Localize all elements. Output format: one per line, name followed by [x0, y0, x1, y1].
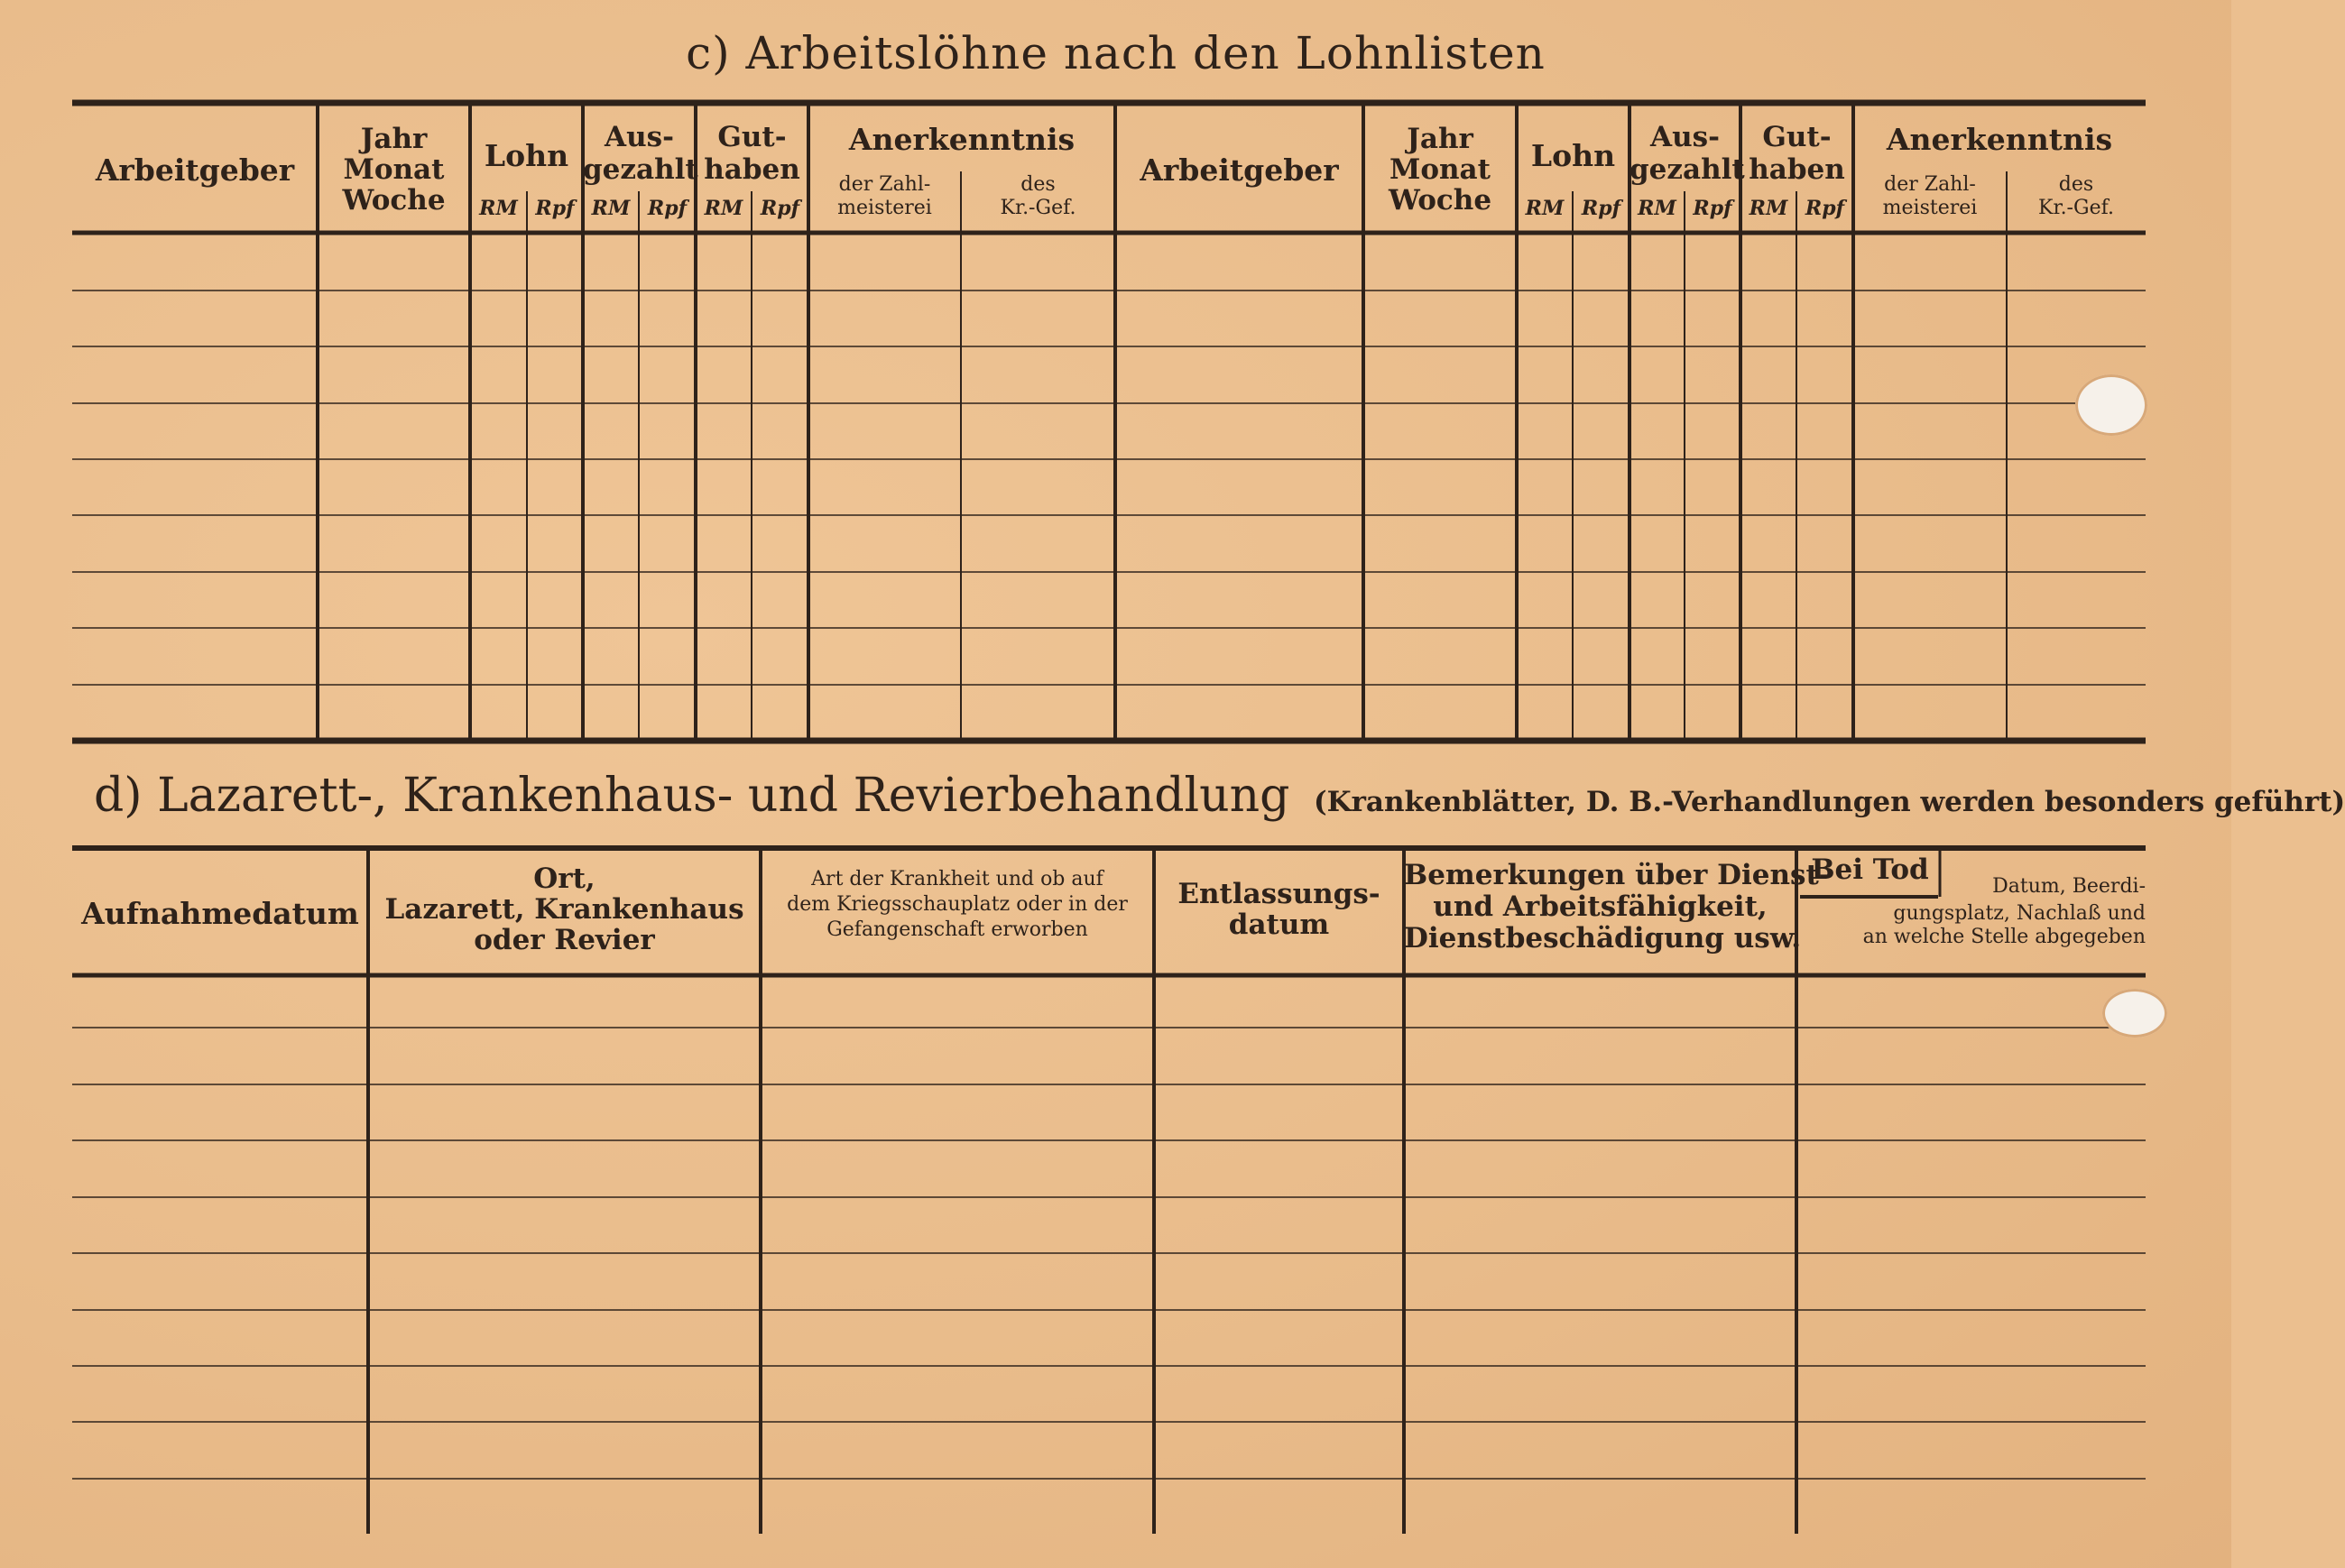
section-d-note: (Krankenblätter, D. B.-Verhandlungen werden besonders geführt): [1313, 786, 2345, 818]
header-kr-gef-2: Kr.-Gef.: [2038, 197, 2114, 219]
header-des-2: des: [2058, 173, 2094, 196]
header-art-3: Gefangenschaft erworben: [826, 918, 1088, 941]
header-arbeitgeber: Arbeitgeber: [95, 152, 295, 188]
header-art-1: Art der Krankheit und ob auf: [811, 868, 1103, 890]
header-aus-2: Aus-: [1650, 121, 1720, 153]
header-haben-2: haben: [1749, 153, 1845, 186]
header-meisterei: meisterei: [837, 197, 932, 219]
header-aus-rm-2: RM: [1638, 197, 1676, 220]
header-gut-rpf-2: Rpf: [1805, 197, 1845, 220]
header-der-zahl: der Zahl-: [838, 173, 931, 196]
header-anerkenntnis: Anerkenntnis: [848, 122, 1076, 157]
header-gut-rm: RM: [704, 197, 743, 220]
header-bemerkungen-1: Bemerkungen über Dienst-: [1404, 859, 1831, 891]
header-arbeitgeber-2: Arbeitgeber: [1140, 152, 1339, 188]
header-gut: Gut-: [717, 121, 787, 153]
header-des: des: [1020, 173, 1056, 196]
header-bemerkungen-2: und Arbeitsfähigkeit,: [1433, 890, 1768, 923]
header-gut-2: Gut-: [1762, 121, 1832, 153]
section-d-title: d) Lazarett-, Krankenhaus- und Revierbehandlung: [94, 769, 1290, 823]
header-ort-2: Lazarett, Krankenhaus: [384, 893, 744, 926]
header-aus-rpf: Rpf: [647, 197, 688, 220]
header-jahr: Jahr: [360, 123, 428, 155]
section-d-title-line: [94, 769, 2345, 823]
header-lohn-2: Lohn: [1530, 138, 1616, 173]
header-lohn-rm: RM: [479, 197, 518, 220]
header-meisterei-2: meisterei: [1882, 197, 1978, 219]
header-lohn-rpf-2: Rpf: [1581, 197, 1621, 220]
header-art-2: dem Kriegsschauplatz oder in der: [787, 893, 1128, 916]
header-ort-1: Ort,: [533, 862, 595, 895]
header-entlassungs: Entlassungs-: [1177, 878, 1380, 910]
header-gut-rm-2: RM: [1749, 197, 1788, 220]
header-bei-tod: Bei Tod: [1811, 853, 1929, 886]
header-aufnahmedatum: Aufnahmedatum: [81, 896, 359, 931]
header-lohn-rpf: Rpf: [535, 197, 575, 220]
header-lohn: Lohn: [484, 138, 569, 173]
header-ort-3: oder Revier: [474, 924, 655, 956]
header-gezahlt-2: gezahlt: [1629, 153, 1745, 186]
header-gezahlt: gezahlt: [583, 153, 698, 186]
header-haben: haben: [704, 153, 800, 186]
header-datum-3: an welche Stelle abgegeben: [1862, 926, 2146, 948]
header-datum-1: Datum, Beerdi-: [1992, 875, 2146, 898]
header-entlassungsdatum: datum: [1228, 909, 1330, 941]
header-aus: Aus-: [605, 121, 674, 153]
header-der-zahl-2: der Zahl-: [1884, 173, 1976, 196]
header-monat: Monat: [343, 153, 445, 186]
header-kr-gef: Kr.-Gef.: [1000, 197, 1076, 219]
header-bemerkungen-3: Dienstbeschädigung usw.: [1404, 922, 1802, 955]
header-lohn-rm-2: RM: [1525, 197, 1565, 220]
header-woche: Woche: [342, 184, 446, 217]
header-aus-rpf-2: Rpf: [1693, 197, 1732, 220]
header-anerkenntnis-2: Anerkenntnis: [1886, 122, 2113, 157]
header-woche-2: Woche: [1388, 184, 1492, 217]
punch-hole-upper: [2075, 374, 2147, 436]
header-aus-rm: RM: [591, 197, 631, 220]
punch-hole-lower: [2102, 989, 2167, 1038]
header-gut-rpf: Rpf: [760, 197, 800, 220]
header-datum-2: gungsplatz, Nachlaß und: [1893, 902, 2146, 925]
header-jahr-2: Jahr: [1407, 123, 1473, 155]
header-monat-2: Monat: [1389, 153, 1491, 186]
section-c-title: c) Arbeitslöhne nach den Lohnlisten: [686, 27, 1546, 79]
